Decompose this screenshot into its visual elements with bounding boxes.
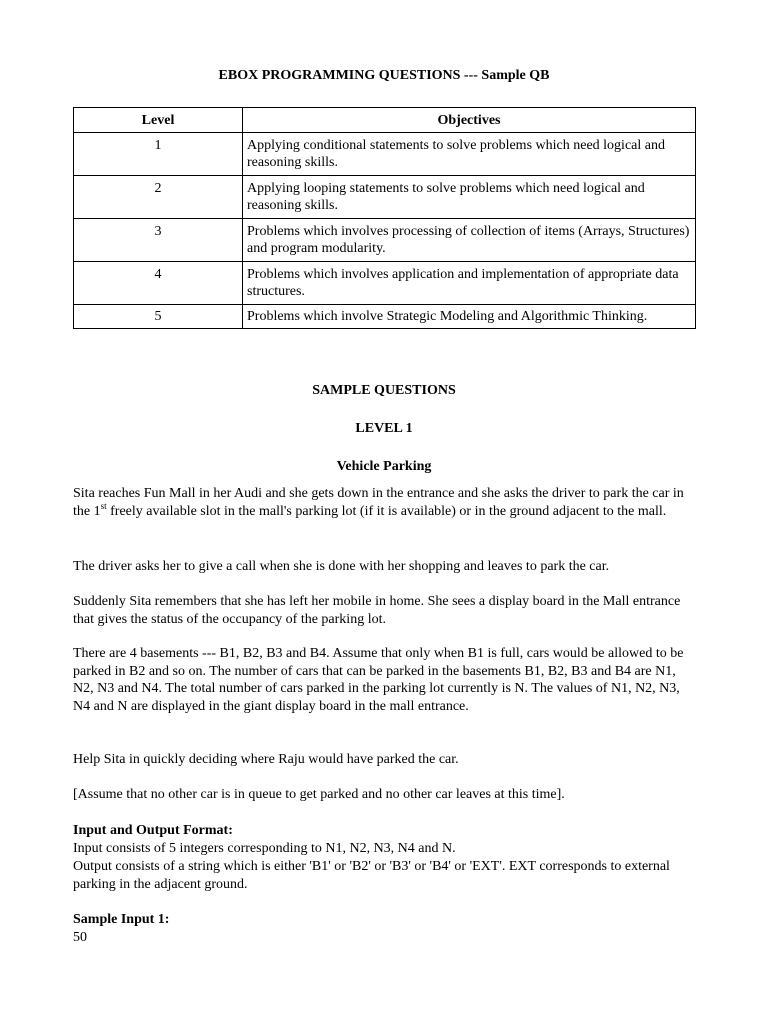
column-header-objectives: Objectives xyxy=(243,108,696,133)
level-heading: LEVEL 1 xyxy=(355,421,413,436)
problem-paragraph-5: Help Sita in quickly deciding where Raju would have parked the car. xyxy=(73,752,459,767)
page-title: EBOX PROGRAMMING QUESTIONS --- Sample QB xyxy=(218,68,550,83)
column-header-level: Level xyxy=(74,108,243,133)
table-row xyxy=(74,305,696,329)
objective-cell: Problems which involve Strategic Modeling and Algorithmic Thinking. xyxy=(243,305,696,329)
problem-paragraph-3: Suddenly Sita remembers that she has left her mobile in home. She sees a display board in the Mall entrance that gives the status of the occupancy of the parking lot. xyxy=(73,594,681,627)
level-cell: 3 xyxy=(74,219,243,262)
table-row xyxy=(74,133,696,176)
table-row xyxy=(74,262,696,305)
io-format-heading: Input and Output Format: xyxy=(73,823,233,838)
problem-title: Vehicle Parking xyxy=(336,459,432,474)
level-cell: 4 xyxy=(74,262,243,305)
sample-input-value: 50 xyxy=(73,930,87,945)
sample-input-heading: Sample Input 1: xyxy=(73,912,170,927)
table-header-row xyxy=(74,108,696,133)
superscript-ordinal: st xyxy=(100,500,107,511)
objectives-table xyxy=(73,107,696,329)
problem-paragraph-4: There are 4 basements --- B1, B2, B3 and B4. Assume that only when B1 is full, cars would be allowed to be parked in B2 and so on. The number of cars that can be parked in the basements B1, B2, B3 and B4 are N1, N2, N3 and N4. The total number of cars parked in the parking lot currently is N. The values of N1, N2, N3, N4 and N are displayed in the giant display board in the mall entrance. xyxy=(73,646,684,714)
problem-paragraph-6: [Assume that no other car is in queue to get parked and no other car leaves at this time]. xyxy=(73,787,565,802)
problem-paragraph-1 xyxy=(73,485,698,520)
objective-cell: Applying conditional statements to solve problems which need logical and reasoning skills. xyxy=(243,133,696,176)
level-cell: 5 xyxy=(74,305,243,329)
objective-cell: Problems which involves application and implementation of appropriate data structures. xyxy=(243,262,696,305)
table-row xyxy=(74,176,696,219)
objective-cell: Problems which involves processing of collection of items (Arrays, Structures) and program modularity. xyxy=(243,219,696,262)
level-cell: 2 xyxy=(74,176,243,219)
output-format-line: Output consists of a string which is either 'B1' or 'B2' or 'B3' or 'B4' or 'EXT'. EXT corresponds to external parking in the adjacent ground. xyxy=(73,859,670,892)
paragraph-text: Sita reaches Fun Mall in her Audi and she gets down in the entrance and she asks the driver to park the car in the 1 xyxy=(73,486,684,519)
problem-paragraph-2: The driver asks her to give a call when she is done with her shopping and leaves to park the car. xyxy=(73,559,610,574)
sample-questions-heading: SAMPLE QUESTIONS xyxy=(312,383,456,398)
objective-cell: Applying looping statements to solve problems which need logical and reasoning skills. xyxy=(243,176,696,219)
level-cell: 1 xyxy=(74,133,243,176)
input-format-line: Input consists of 5 integers corresponding to N1, N2, N3, N4 and N. xyxy=(73,841,456,856)
table-row xyxy=(74,219,696,262)
paragraph-text: freely available slot in the mall's parking lot (if it is available) or in the ground adjacent to the mall. xyxy=(106,503,667,519)
